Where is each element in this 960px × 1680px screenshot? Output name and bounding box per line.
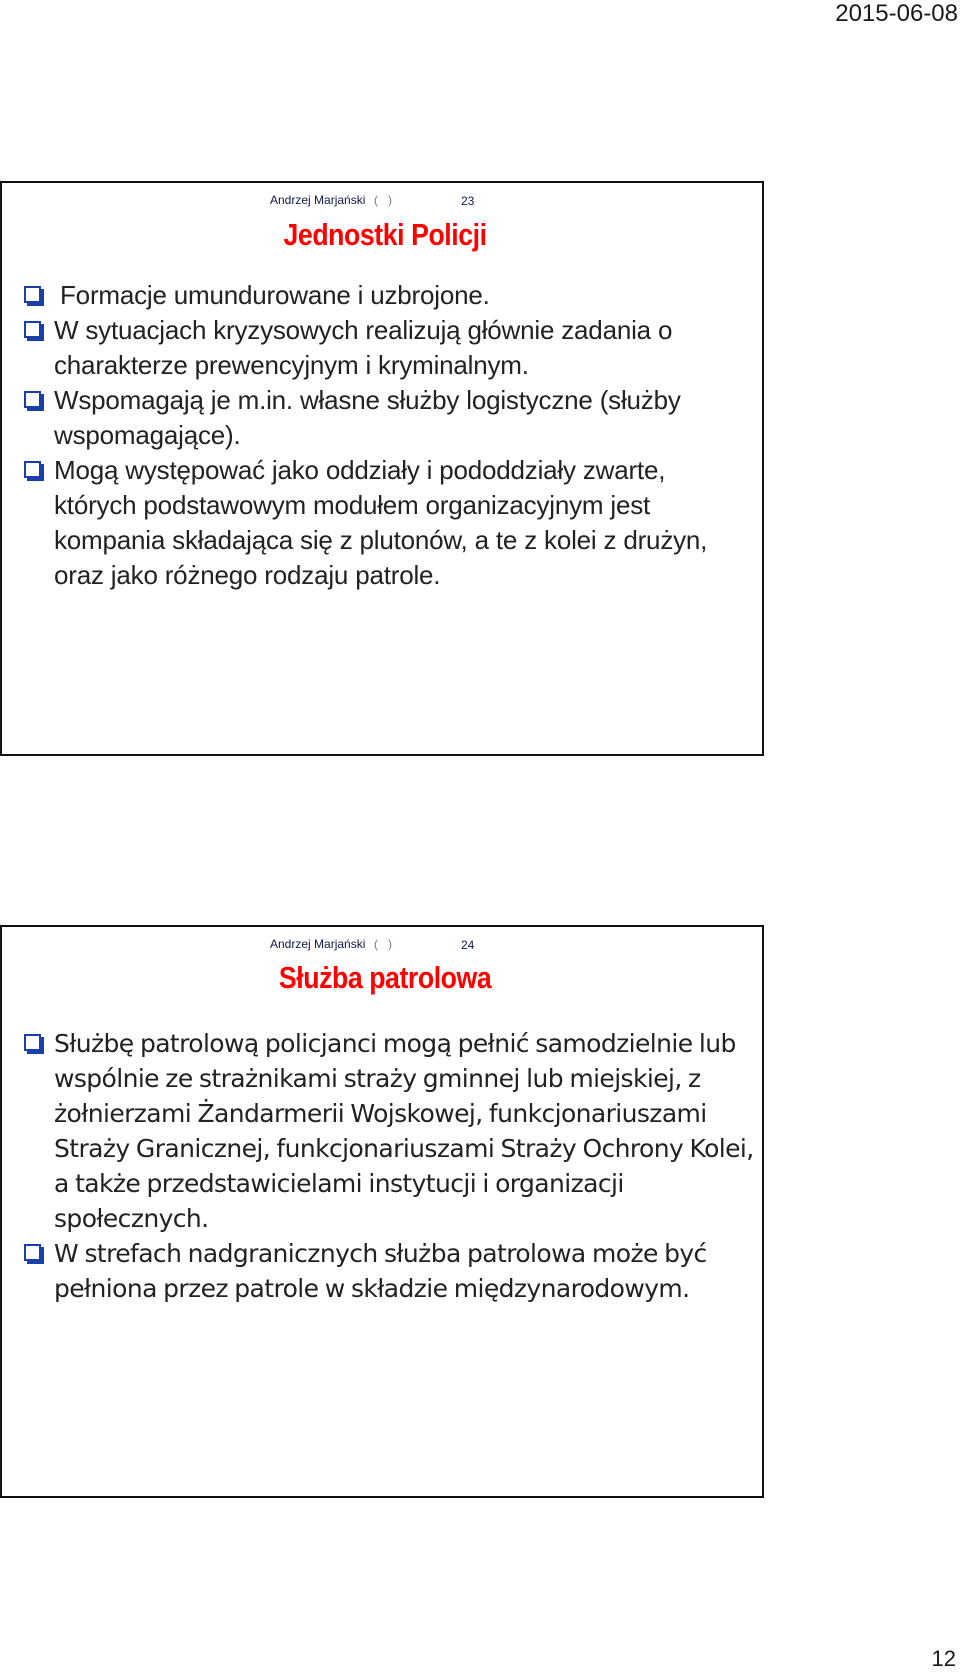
bullet-text: Mogą występować jako oddziały i pododdziały zwarte, których podstawowym modułem organizacyjnym jest kompania składająca się z plutonów, a te z kolei z drużyn, oraz jako różnego rodzaju patrole.	[54, 455, 708, 590]
slide-author: Andrzej Marjański	[270, 193, 366, 207]
checkbox-bullet-icon	[24, 321, 45, 342]
checkbox-bullet-icon	[24, 1244, 45, 1265]
bullet-list	[22, 1026, 754, 1306]
bullet-list	[22, 278, 754, 593]
bullet-item	[22, 1236, 754, 1306]
slide-header	[2, 933, 762, 955]
slide-23	[0, 181, 764, 756]
page-number: 12	[931, 1646, 956, 1671]
bullet-item	[22, 453, 754, 593]
slide-number: 23	[461, 194, 475, 208]
checkbox-bullet-icon	[24, 1034, 45, 1055]
checkbox-bullet-icon	[24, 461, 45, 482]
bullet-item	[22, 278, 754, 313]
bullet-item	[22, 1026, 754, 1236]
slide-author: Andrzej Marjański	[270, 937, 366, 951]
checkbox-bullet-icon	[24, 391, 45, 412]
bullet-text: Służbę patrolową policjanci mogą pełnić samodzielnie lub wspólnie ze strażnikami straży gminnej lub miejskiej, z żołnierzami Żandarmerii Wojskowej, funkcjonariuszami Straży Granicznej, funkcjonariuszami Straży Ochrony Kolei, a także przedstawicielami instytucji i organizacji społecznych.	[54, 1029, 754, 1233]
slide-number: 24	[461, 938, 475, 952]
bullet-text: W sytuacjach kryzysowych realizują głównie zadania o charakterze prewencyjnym i kryminalnym.	[54, 315, 673, 380]
page-date: 2015-06-08	[835, 0, 958, 27]
slide-parens: ( )	[374, 937, 392, 951]
slide-title: Służba patrolowa	[278, 960, 492, 995]
bullet-text: W strefach nadgranicznych służba patrolowa może być pełniona przez patrole w składzie międzynarodowym.	[54, 1239, 707, 1303]
slide-title: Jednostki Policji	[283, 217, 487, 252]
slide-24	[0, 925, 764, 1498]
checkbox-bullet-icon	[24, 286, 45, 307]
slide-parens: ( )	[374, 193, 392, 207]
slide-header	[2, 189, 762, 211]
bullet-text: Wspomagają je m.in. własne służby logistyczne (służby wspomagające).	[54, 385, 681, 450]
bullet-item	[22, 313, 754, 383]
bullet-item	[22, 383, 754, 453]
bullet-text: Formacje umundurowane i uzbrojone.	[60, 280, 490, 310]
